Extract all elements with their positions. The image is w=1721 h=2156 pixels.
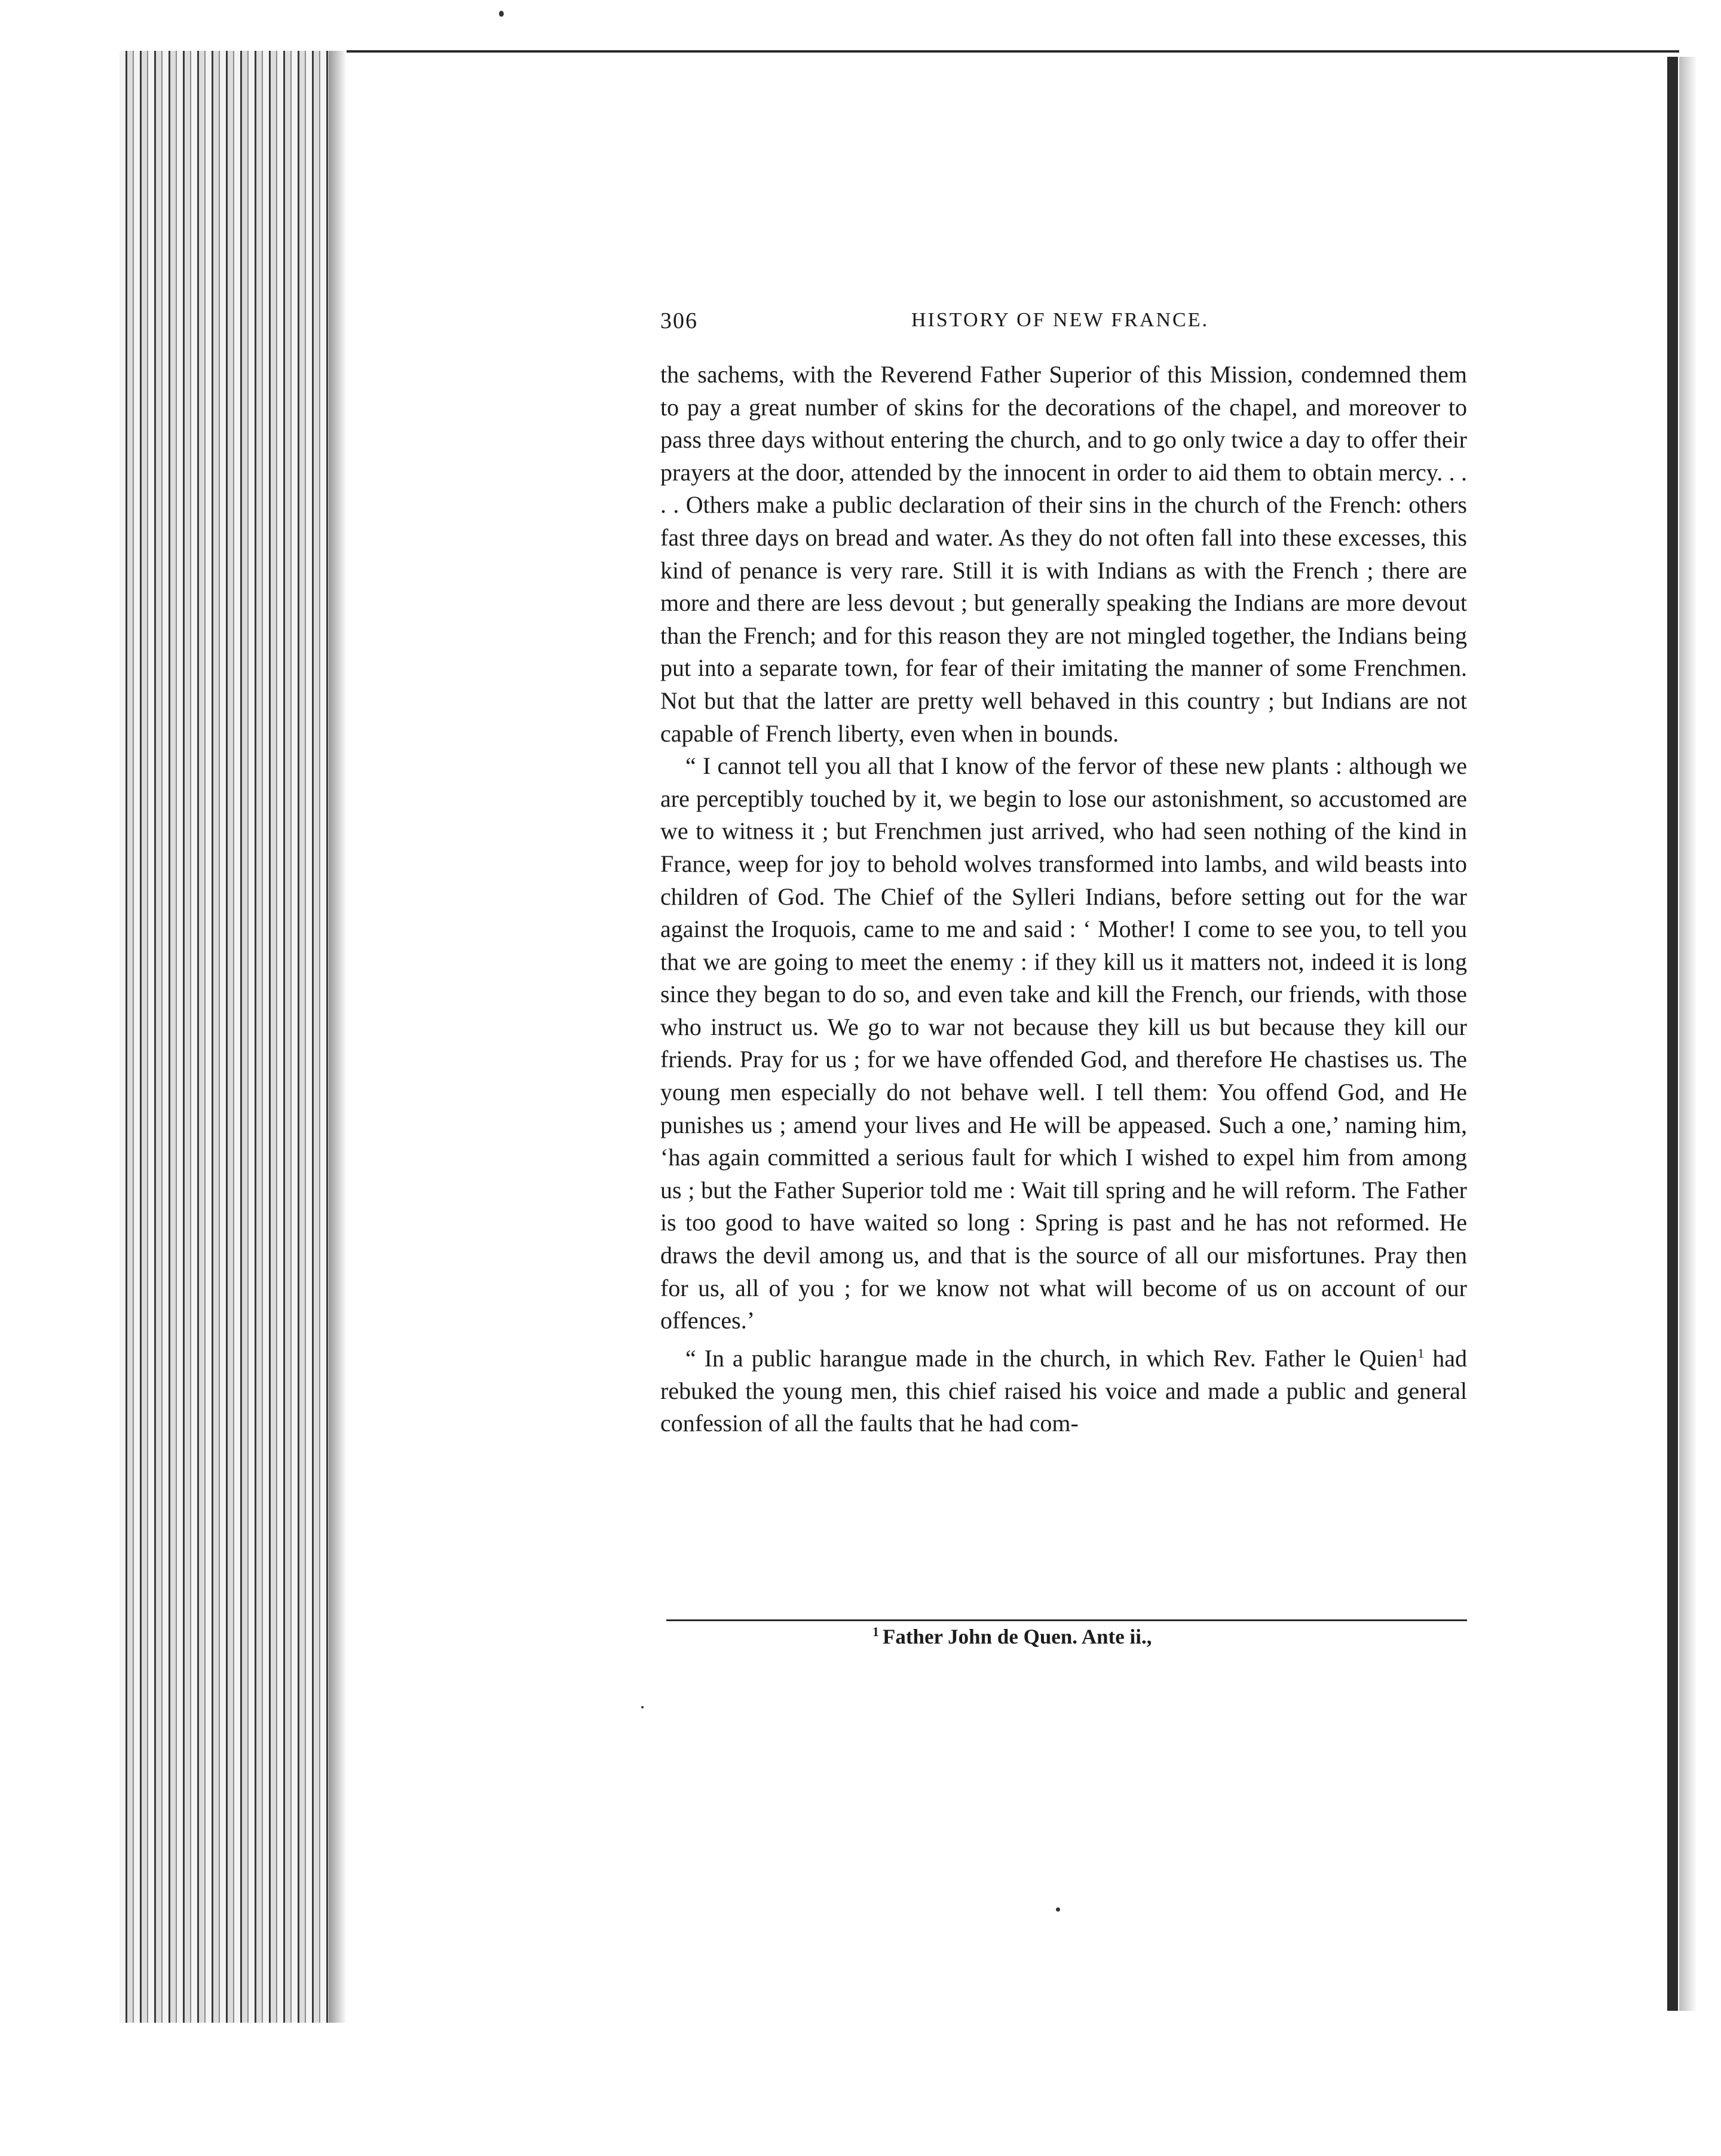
- spine-shadow: [329, 51, 347, 2023]
- footnote-mark: 1: [872, 1624, 879, 1639]
- running-head: [660, 308, 1467, 338]
- page-number: 306: [660, 308, 698, 333]
- right-edge-shadow: [1679, 57, 1697, 2011]
- footnote-text: Father John de Quen. Ante ii.,: [883, 1625, 1152, 1649]
- ink-speck: [499, 11, 504, 17]
- footnote: [872, 1624, 1152, 1649]
- ink-speck: [1056, 1907, 1060, 1912]
- paragraph-3: [660, 1337, 1467, 1440]
- footnote-rule: [666, 1619, 1467, 1621]
- paragraph-3-text-before: “ In a public harangue made in the church, in which Rev. Father le Quien: [685, 1345, 1418, 1372]
- paragraph-3-text-after: had rebuked the young men, this chief raised his voice and made a public and general confession of all the faults that he had com-: [660, 1345, 1467, 1437]
- running-head-title: HISTORY OF NEW FRANCE.: [911, 309, 1209, 331]
- ink-speck: [641, 1706, 644, 1708]
- paragraph-2: “ I cannot tell you all that I know of the fervor of these new plants : although we are perceptibly touched by it, we begin to lose our astonishment, so accustomed are we to witness it ; but Frenchmen just arrived, who had seen nothing of the kind in France, weep for joy to behold wolves transformed into lambs, and wild beasts into children of God. The Chief of the Sylleri Indians, before setting out for the war against the Iroquois, came to me and said : ‘ Mother! I come to see you, to tell you that we are going to meet the enemy : if they kill us it matters not, indeed it is long since they began to do so, and even take and kill the French, our friends, with those who instruct us. We go to war not because they kill us but because they kill our friends. Pray for us ; for we have offended God, and therefore He chastises us. The young men especially do not behave well. I tell them: You offend God, and He punishes us ; amend your lives and He will be appeased. Such a one,’ naming him, ‘has again committed a serious fault for which I wished to expel him from among us ; but the Father Superior told me : Wait till spring and he will reform. The Father is too good to have waited so long : Spring is past and he has not reformed. He draws the devil among us, and that is the source of all our misfortunes. Pray then for us, all of you ; for we know not what will become of us on account of our offences.’: [660, 752, 1467, 1334]
- footnote-reference: 1: [1417, 1345, 1425, 1361]
- body-text: [660, 359, 1467, 1440]
- right-page-edge: [1667, 57, 1678, 2011]
- paragraph-1: the sachems, with the Reverend Father Superior of this Mission, condemned them to pay a great number of skins for the decorations of the chapel, and moreover to pass three days without entering the church, and to go only twice a day to offer their prayers at the door, attended by the innocent in order to aid them to obtain mercy. . . . . Others make a public declaration of their sins in the church of the French: others fast three days on bread and water. As they do not often fall into these excesses, this kind of penance is very rare. Still it is with Indians as with the French ; there are more and there are less devout ; but generally speaking the Indians are more devout than the French; and for this reason they are not mingled together, the Indians being put into a separate town, for fear of their imitating the manner of some Frenchmen. Not but that the latter are pretty well behaved in this country ; but Indians are not capable of French liberty, even when in bounds.: [660, 361, 1467, 747]
- stacked-page-edges: [120, 51, 347, 2023]
